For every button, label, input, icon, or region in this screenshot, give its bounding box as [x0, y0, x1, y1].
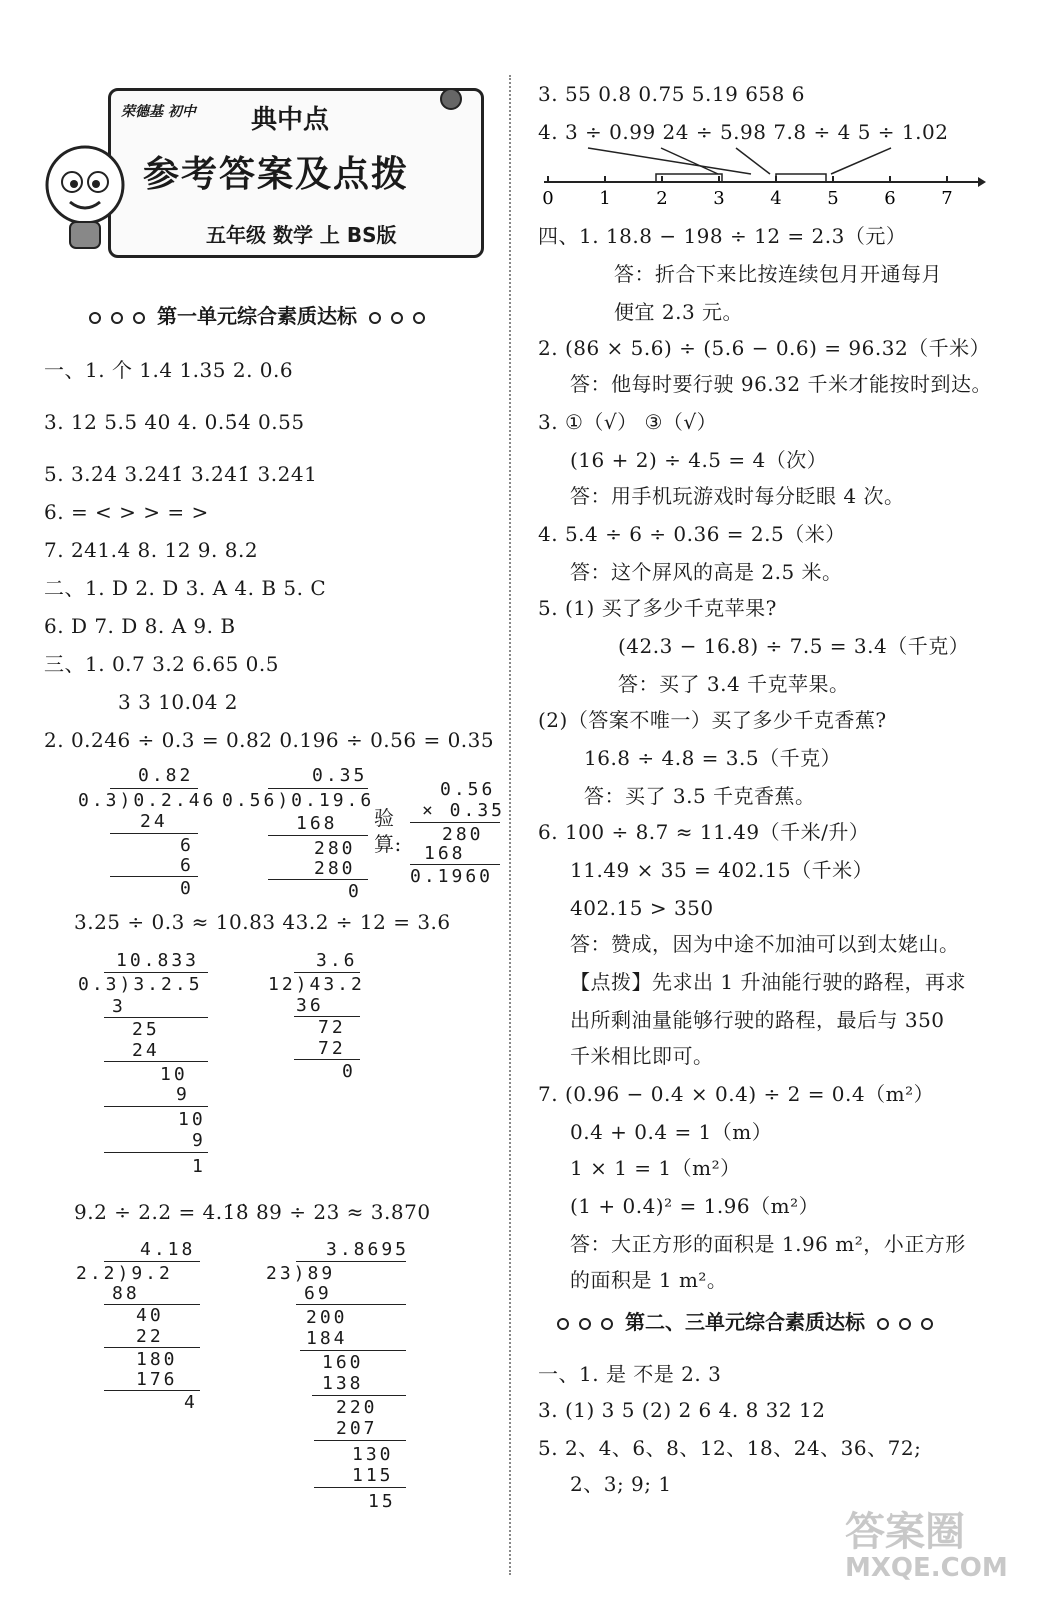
answer-line: 一、1. 是 不是 2. 3 [538, 1362, 722, 1386]
answer-line: 6. 100 ÷ 8.7 ≈ 11.49（千米/升） [538, 820, 870, 844]
division-step: 176 [136, 1369, 178, 1390]
answer-line: 4. 5.4 ÷ 6 ÷ 0.36 = 2.5（米） [538, 522, 846, 546]
brand-name: 典中点 [251, 105, 330, 135]
division-step: 0 [348, 881, 362, 902]
answer-line: 一、1. 个 1.4 1.35 2. 0.6 [44, 358, 294, 382]
answer-line: 便宜 2.3 元。 [614, 300, 744, 324]
division-step: 168 [296, 813, 338, 834]
answer-line: 402.15 > 350 [570, 896, 714, 920]
answer-line: 6. D 7. D 8. A 9. B [44, 614, 236, 638]
answer-line: (16 + 2) ÷ 4.5 = 4（次） [570, 448, 828, 472]
division-dividend: 12)43.2 [268, 974, 365, 995]
answer-line: 7. (0.96 − 0.4 × 0.4) ÷ 2 = 0.4（m²） [538, 1082, 935, 1106]
verify-line: × 0.35 [422, 800, 506, 821]
division-quotient: 0.82 [138, 765, 194, 786]
answer-line: 6. = < > > = > [44, 500, 209, 524]
answer-line: 3. ①（√） ③（√） [538, 410, 718, 434]
division-step: 160 [322, 1352, 364, 1373]
section1-heading: 第一单元综合素质达标 [84, 300, 430, 329]
answer-line: 7. 241.4 8. 12 9. 8.2 [44, 538, 259, 562]
division-step: 9 [176, 1084, 190, 1105]
hint-line: 千米相比即可。 [570, 1044, 714, 1068]
answer-line: 答：这个屏风的高是 2.5 米。 [570, 560, 843, 584]
answer-line: 4. 3 ÷ 0.99 24 ÷ 5.98 7.8 ÷ 4 5 ÷ 1.02 [538, 120, 949, 144]
answer-line: 1 × 1 = 1（m²） [570, 1156, 741, 1180]
verify-label: 验算: [374, 806, 402, 856]
number-line-label: 3 [713, 188, 725, 209]
division-quotient: 0.35 [312, 765, 368, 786]
answer-line: 2、3; 9; 1 [570, 1472, 672, 1496]
answer-line: 5. 2、4、6、8、12、18、24、36、72; [538, 1436, 922, 1460]
answer-line: 2. (86 × 5.6) ÷ (5.6 − 0.6) = 96.32（千米） [538, 336, 991, 360]
answer-line: 二、1. D 2. D 3. A 4. B 5. C [44, 576, 327, 600]
verify-line: 168 [424, 843, 466, 864]
answer-line: 的面积是 1 m²。 [570, 1268, 728, 1292]
verify-line: 0.1960 [410, 866, 494, 887]
division-step: 280 [314, 838, 356, 859]
division-step: 0 [180, 878, 194, 899]
division-step: 25 [132, 1019, 160, 1040]
division-step: 200 [306, 1307, 348, 1328]
answer-line: 四、1. 18.8 − 198 ÷ 12 = 2.3（元） [538, 224, 907, 248]
division-step: 40 [136, 1305, 164, 1326]
answer-line: 3. (1) 3 5 (2) 2 6 4. 8 32 12 [538, 1398, 826, 1422]
answer-line: 3.25 ÷ 0.3 ≈ 10.83 43.2 ÷ 12 = 3.6 [74, 910, 451, 934]
number-line-label: 2 [656, 188, 668, 209]
division-step: 10 [160, 1064, 188, 1085]
answer-line: 9.2 ÷ 2.2 = 4.1̇8̇ 89 ÷ 23 ≈ 3.870 [74, 1200, 431, 1224]
division-step: 4 [184, 1392, 198, 1413]
answer-line: 3 3 10.04 2 [118, 690, 239, 714]
division-step: 69 [304, 1283, 332, 1304]
division-quotient: 3.8695 [326, 1239, 410, 1260]
division-dividend: 0.3)3.2.5 [78, 974, 203, 995]
answer-line: 答：买了 3.5 千克香蕉。 [584, 784, 816, 808]
verify-line: 0.56 [440, 779, 496, 800]
answer-line: 三、1. 0.7 3.2 6.65 0.5 [44, 652, 279, 676]
division-step: 72 [318, 1038, 346, 1059]
answer-line: 答：用手机玩游戏时每分眨眼 4 次。 [570, 484, 905, 508]
division-quotient: 10.833 [116, 950, 200, 971]
number-line-label: 0 [542, 188, 554, 209]
division-step: 3 [112, 996, 126, 1017]
answer-line: (1 + 0.4)² = 1.96（m²） [570, 1194, 820, 1218]
page-title: 参考答案及点拨 [143, 154, 410, 195]
division-step: 6 [180, 855, 194, 876]
publisher-logo: 荣德基 初中 [121, 104, 196, 120]
division-step: 220 [336, 1397, 378, 1418]
answer-line: (2)（答案不唯一）买了多少千克香蕉? [538, 708, 887, 732]
answer-line: 答：赞成，因为中途不加油可以到太姥山。 [570, 932, 960, 956]
division-dividend: 2.2)9.2 [76, 1263, 173, 1284]
number-line-label: 6 [884, 188, 896, 209]
mascot-icon [40, 140, 135, 255]
division-step: 115 [352, 1465, 394, 1486]
hint-line: 【点拨】先求出 1 升油能行驶的路程，再求 [570, 970, 966, 994]
column-divider [509, 75, 511, 1575]
division-step: 0 [342, 1061, 356, 1082]
answer-line: 16.8 ÷ 4.8 = 3.5（千克） [584, 746, 842, 770]
answer-line: 3. 12 5.5 40 4. 0.5̇4̇ 0.55 [44, 410, 305, 434]
answer-line: (42.3 − 16.8) ÷ 7.5 = 3.4（千克） [618, 634, 970, 658]
division-step: 130 [352, 1444, 394, 1465]
division-step: 184 [306, 1328, 348, 1349]
answer-line: 2. 0.246 ÷ 0.3 = 0.82 0.196 ÷ 0.56 = 0.35 [44, 728, 495, 752]
answer-line: 11.49 × 35 = 402.15（千米） [570, 858, 874, 882]
division-step: 9 [192, 1130, 206, 1151]
number-line-label: 1 [599, 188, 611, 209]
division-step: 24 [140, 811, 168, 832]
division-step: 36 [296, 995, 324, 1016]
answer-line: 5. (1) 买了多少千克苹果? [538, 596, 777, 620]
answer-line: 答：买了 3.4 千克苹果。 [618, 672, 850, 696]
division-step: 72 [318, 1017, 346, 1038]
answer-line: 3. 55 0.8 0.75 5.19 658 6 [538, 82, 805, 106]
division-step: 280 [314, 858, 356, 879]
hint-line: 出所剩油量能够行驶的路程，最后与 350 [570, 1008, 945, 1032]
division-step: 24 [132, 1040, 160, 1061]
division-step: 180 [136, 1349, 178, 1370]
division-step: 1 [192, 1156, 206, 1177]
division-step: 15 [368, 1491, 396, 1512]
division-step: 6 [180, 835, 194, 856]
division-dividend: 0.3)0.2.46 [78, 790, 217, 811]
watermark: 答案圈 MXQE.COM [845, 1509, 1008, 1583]
number-line-label: 4 [770, 188, 782, 209]
division-dividend: 23)89 [266, 1263, 336, 1284]
header-banner [108, 88, 484, 258]
division-quotient: 4.18 [140, 1239, 196, 1260]
number-line [536, 142, 986, 212]
division-step: 22 [136, 1326, 164, 1347]
answer-line: 5. 3.2̇4̇ 3.24̇1̇ 3.2̇41̇ 3.241 [44, 462, 318, 486]
answer-line: 答：大正方形的面积是 1.96 m²，小正方形 [570, 1232, 966, 1256]
answer-line: 答：折合下来比按连续包月开通每月 [614, 262, 942, 286]
division-quotient: 3.6 [316, 950, 358, 971]
number-line-label: 5 [827, 188, 839, 209]
division-step: 138 [322, 1373, 364, 1394]
verify-line: 280 [442, 824, 484, 845]
number-line-label: 7 [941, 188, 953, 209]
division-step: 10 [178, 1109, 206, 1130]
pin-icon [436, 84, 466, 114]
page-subtitle: 五年级 数学 上 BS版 [206, 223, 397, 247]
section2-heading: 第二、三单元综合素质达标 [552, 1306, 938, 1335]
answer-line: 答：他每时要行驶 96.32 千米才能按时到达。 [570, 372, 992, 396]
division-step: 88 [112, 1283, 140, 1304]
division-dividend: 0.56)0.19.6 [222, 790, 375, 811]
division-step: 207 [336, 1418, 378, 1439]
answer-line: 0.4 + 0.4 = 1（m） [570, 1120, 773, 1144]
